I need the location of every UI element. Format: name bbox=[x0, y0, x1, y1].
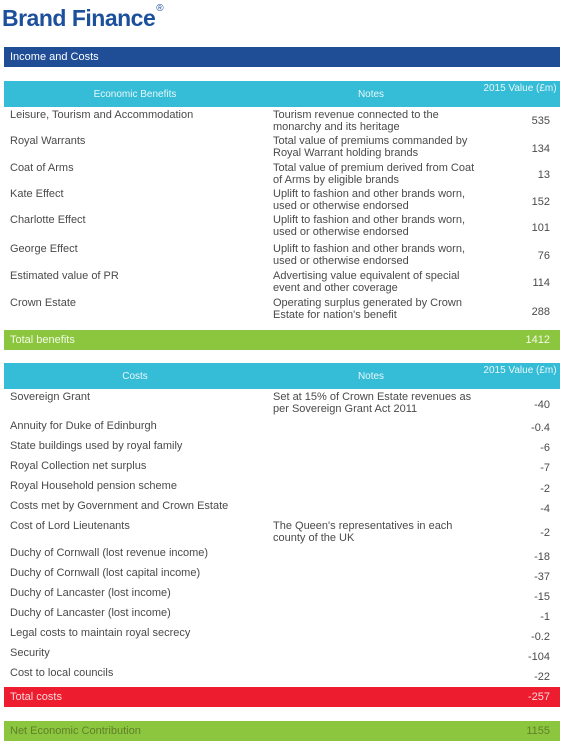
cost-name: Security bbox=[10, 647, 50, 659]
table-row bbox=[4, 625, 560, 645]
table-row bbox=[4, 107, 560, 133]
cost-name: Duchy of Lancaster (lost income) bbox=[10, 587, 171, 599]
benefit-name: Estimated value of PR bbox=[10, 270, 119, 282]
table-row bbox=[4, 268, 560, 295]
cost-name: Annuity for Duke of Edinburgh bbox=[10, 420, 157, 432]
benefit-note: Total value of premium derived from Coat of Arms by eligible brands bbox=[273, 162, 475, 186]
table-row bbox=[4, 585, 560, 605]
total-costs-value: -257 bbox=[527, 691, 550, 703]
table-row bbox=[4, 545, 560, 565]
cost-value: -0.4 bbox=[531, 422, 550, 434]
benefit-note: Operating surplus generated by Crown Estate for nation's benefit bbox=[273, 297, 462, 321]
cost-name: Duchy of Cornwall (lost revenue income) bbox=[10, 547, 209, 559]
cost-name: Legal costs to maintain royal secrecy bbox=[10, 627, 191, 639]
cost-value: -7 bbox=[540, 462, 550, 474]
cost-note: Set at 15% of Crown Estate revenues as per Sovereign Grant Act 2011 bbox=[273, 391, 472, 415]
brand-logo bbox=[2, 5, 163, 32]
cost-value: -22 bbox=[534, 671, 550, 683]
benefits-table-header bbox=[4, 81, 560, 107]
total-benefits-label: Total benefits bbox=[10, 334, 75, 346]
benefit-name: George Effect bbox=[10, 243, 78, 255]
table-row bbox=[4, 160, 560, 186]
benefit-value: 134 bbox=[531, 143, 550, 155]
benefit-value: 101 bbox=[531, 222, 550, 234]
cost-value: -0.2 bbox=[531, 631, 550, 643]
cost-name: Cost of Lord Lieutenants bbox=[10, 520, 130, 532]
table-row bbox=[4, 133, 560, 159]
benefit-value: 535 bbox=[531, 115, 550, 127]
cost-name: Cost to local councils bbox=[10, 667, 114, 679]
benefit-value: 76 bbox=[537, 250, 550, 262]
benefit-note: Total value of premiums commanded by Royal Warrant holding brands bbox=[273, 135, 468, 159]
header-notes: Notes bbox=[357, 371, 385, 382]
table-row bbox=[4, 498, 560, 518]
table-row bbox=[4, 389, 560, 417]
brand-name: Brand Finance bbox=[2, 5, 156, 31]
net-contribution-value: 1155 bbox=[526, 725, 550, 737]
cost-value: -2 bbox=[540, 527, 550, 539]
table-row bbox=[4, 186, 560, 212]
cost-value: -40 bbox=[534, 399, 550, 411]
net-contribution-bar bbox=[4, 721, 560, 741]
cost-name: Duchy of Cornwall (lost capital income) bbox=[10, 567, 201, 579]
cost-name: Sovereign Grant bbox=[10, 391, 91, 403]
cost-name: Duchy of Lancaster (lost income) bbox=[10, 607, 171, 619]
table-row bbox=[4, 212, 560, 240]
benefit-name: Kate Effect bbox=[10, 188, 64, 200]
cost-value: -6 bbox=[540, 442, 550, 454]
section-title: Income and Costs bbox=[4, 47, 560, 67]
table-row bbox=[4, 241, 560, 267]
benefit-value: 288 bbox=[531, 306, 550, 318]
benefit-name: Royal Warrants bbox=[10, 135, 86, 147]
benefit-value: 114 bbox=[532, 277, 550, 289]
total-benefits-bar bbox=[4, 330, 560, 350]
cost-note: The Queen's representatives in each county of the UK bbox=[273, 520, 453, 544]
cost-name: State buildings used by royal family bbox=[10, 440, 183, 452]
cost-value: -104 bbox=[527, 651, 550, 663]
table-row bbox=[4, 295, 560, 323]
registered-mark: ® bbox=[156, 3, 164, 14]
cost-name: Costs met by Government and Crown Estate bbox=[10, 500, 229, 512]
header-notes: Notes bbox=[357, 89, 385, 100]
cost-value: -15 bbox=[534, 591, 550, 603]
table-row bbox=[4, 478, 560, 498]
cost-value: -4 bbox=[540, 503, 550, 515]
table-row bbox=[4, 565, 560, 585]
cost-name: Royal Household pension scheme bbox=[10, 480, 177, 492]
benefit-name: Crown Estate bbox=[10, 297, 77, 309]
benefit-value: 13 bbox=[537, 169, 550, 181]
net-contribution-label: Net Economic Contribution bbox=[10, 725, 141, 737]
total-benefits-value: 1412 bbox=[525, 334, 550, 346]
benefit-note: Advertising value equivalent of special event and other coverage bbox=[273, 270, 460, 294]
cost-value: -1 bbox=[540, 611, 550, 623]
total-costs-bar bbox=[4, 687, 560, 707]
table-row bbox=[4, 418, 560, 438]
header-costs: Costs bbox=[122, 371, 148, 382]
table-row bbox=[4, 665, 560, 685]
benefit-note: Tourism revenue connected to the monarchy and its heritage bbox=[273, 109, 439, 133]
cost-name: Royal Collection net surplus bbox=[10, 460, 147, 472]
benefit-name: Charlotte Effect bbox=[10, 214, 86, 226]
benefit-note: Uplift to fashion and other brands worn, used or otherwise endorsed bbox=[273, 214, 466, 238]
total-costs-label: Total costs bbox=[10, 691, 62, 703]
benefit-value: 152 bbox=[531, 196, 550, 208]
benefit-note: Uplift to fashion and other brands worn, used or otherwise endorsed bbox=[273, 243, 466, 267]
header-value: 2015 Value (£m) bbox=[483, 365, 557, 376]
cost-value: -2 bbox=[540, 483, 550, 495]
benefit-note: Uplift to fashion and other brands worn, used or otherwise endorsed bbox=[273, 188, 466, 212]
benefit-name: Leisure, Tourism and Accommodation bbox=[10, 109, 194, 121]
table-row bbox=[4, 438, 560, 458]
header-value: 2015 Value (£m) bbox=[483, 83, 557, 94]
costs-table-header bbox=[4, 363, 560, 389]
cost-value: -37 bbox=[534, 571, 550, 583]
table-row bbox=[4, 518, 560, 545]
header-economic-benefits: Economic Benefits bbox=[93, 89, 177, 100]
benefit-name: Coat of Arms bbox=[10, 162, 74, 174]
cost-value: -18 bbox=[534, 551, 550, 563]
table-row bbox=[4, 645, 560, 665]
table-row bbox=[4, 458, 560, 478]
table-row bbox=[4, 605, 560, 625]
